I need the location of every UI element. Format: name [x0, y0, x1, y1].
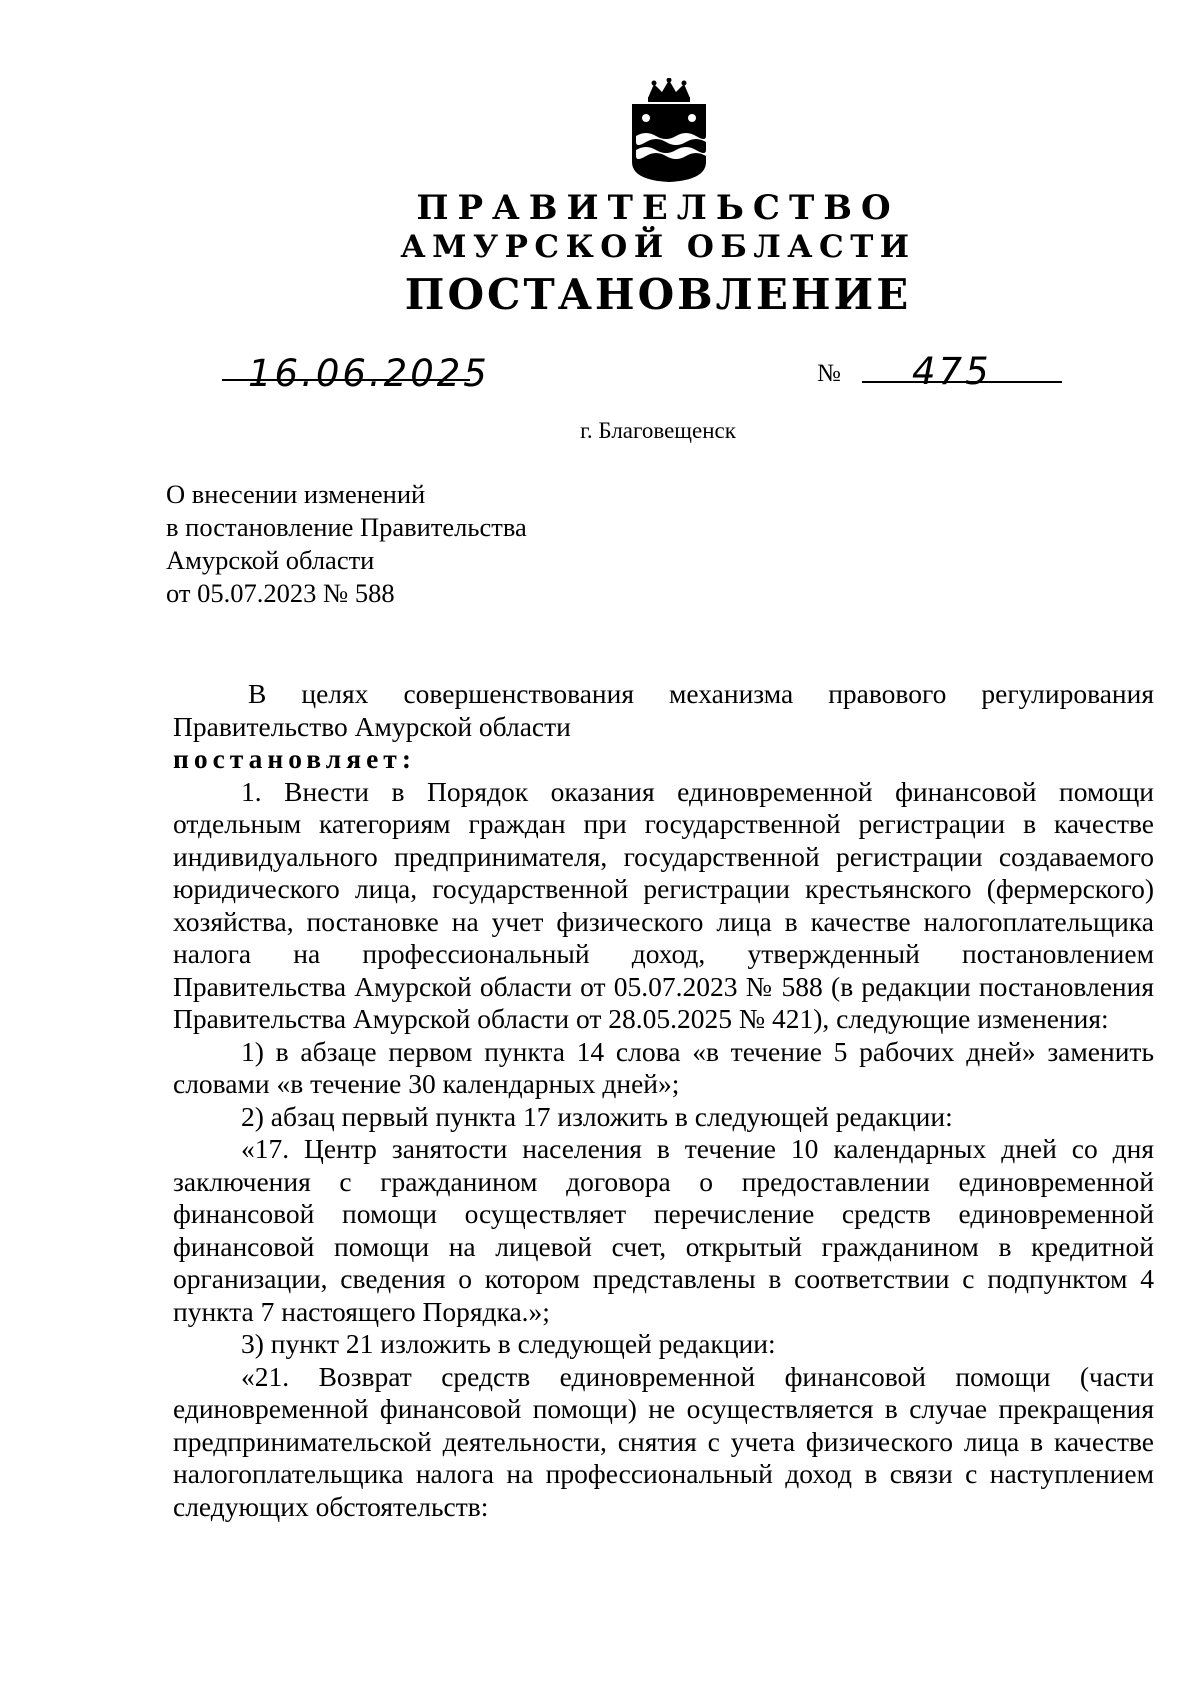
document-body: [173, 678, 1154, 1523]
document-subject: [166, 478, 527, 610]
org-name-line1: ПРАВИТЕЛЬСТВО: [416, 188, 900, 228]
number-sign: №: [817, 360, 841, 387]
subject-line: в постановление Правительства: [166, 512, 527, 542]
document-number: 475: [912, 350, 992, 393]
subject-line: Амурской области: [166, 545, 375, 575]
subclause-1: 1) в абзаце первом пункта 14 слова «в течение 5 рабочих дней» заменить словами «в течение 30 календарных дней»;: [173, 1035, 1154, 1099]
clause-17-text: «17. Центр занятости населения в течение 10 календарных дней со дня заключения с гражданином договора о предоставлении единовременной финансовой помощи осуществляет перечисление средств единовременной финансовой помощи на лицевой счет, открытый гражданином в кредитной организации, сведения о котором представлены в соответствии с подпунктом 4 пункта 7 настоящего Порядка.»;: [173, 1133, 1154, 1327]
city-name: г. Благовещенск: [580, 418, 736, 443]
clause-21-text: «21. Возврат средств единовременной финансовой помощи (части единовременной финансовой помощи) не осуществляется в случае прекращения предпринимательской деятельности, снятия с учета физического лица в качестве налогоплательщика налога на профессиональный доход в связи с наступлением следующих обстоятельств:: [173, 1360, 1154, 1522]
document-type-title: ПОСТАНОВЛЕНИЕ: [404, 270, 912, 319]
org-name-line2: АМУРСКОЙ ОБЛАСТИ: [400, 229, 916, 265]
document-date: 16.06.2025: [248, 352, 490, 395]
resolves-heading: постановляет:: [173, 743, 416, 774]
subclause-3: 3) пункт 21 изложить в следующей редакции:: [241, 1328, 776, 1359]
subject-line: О внесении изменений: [166, 479, 426, 509]
subject-line: от 05.07.2023 № 588: [166, 578, 395, 608]
coat-of-arms-icon: [626, 78, 712, 184]
number-underline: [862, 381, 1062, 383]
preamble: В целях совершенствования механизма правового регулирования: [248, 678, 1154, 709]
preamble-continuation: Правительство Амурской области: [173, 710, 571, 742]
date-underline: [222, 379, 470, 381]
clause-1: 1. Внести в Порядок оказания единовременной финансовой помощи отдельным категориям граждан при государственной регистрации в качестве индивидуального предпринимателя, государственной регистрации создаваемого юридического лица, государственной регистрации крестьянского (фермерского) хозяйства, постановке на учет физического лица в качестве налогоплательщика налога на профессиональный доход, утвержденный постановлением Правительства Амурской области от 05.07.2023 № 588 (в редакции постановления Правительства Амурской области от 28.05.2025 № 421), следующие изменения:: [173, 775, 1154, 1034]
subclause-2: 2) абзац первый пункта 17 изложить в следующей редакции:: [241, 1100, 953, 1132]
